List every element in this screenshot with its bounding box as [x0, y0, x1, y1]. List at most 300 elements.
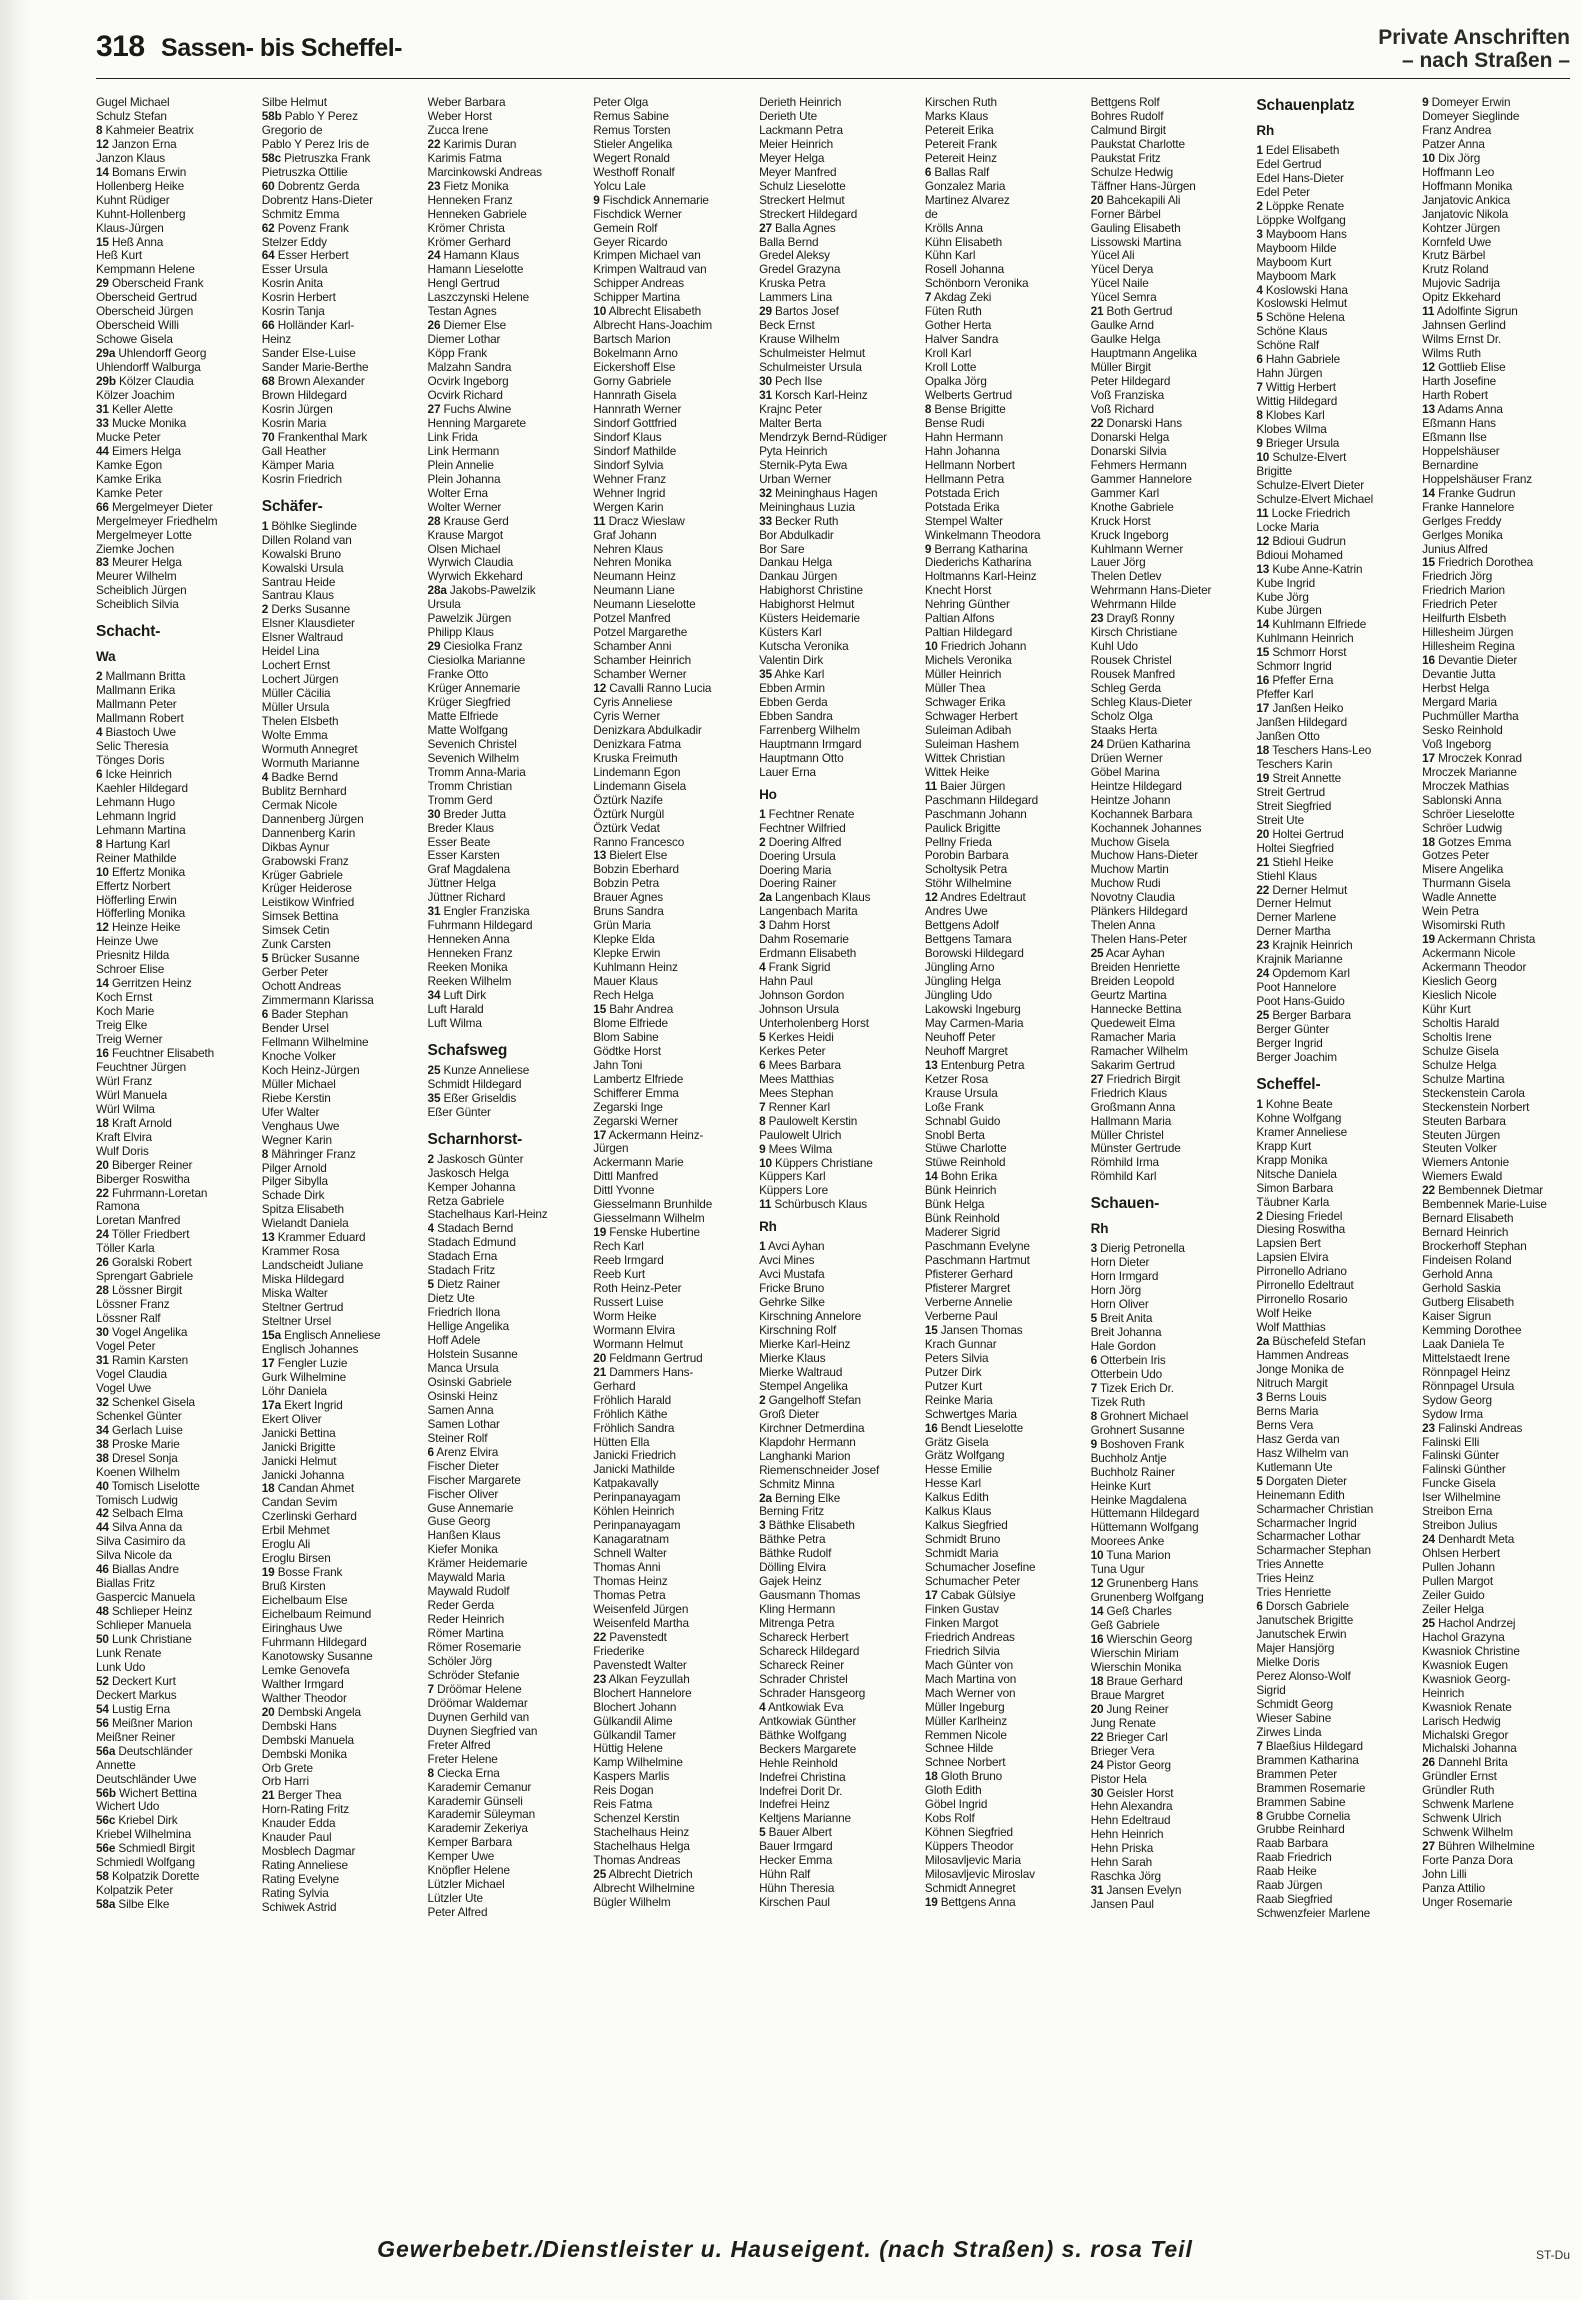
house-number: 20 [1256, 827, 1270, 841]
directory-entry: 15 Jansen Thomas [924, 1323, 1023, 1337]
directory-entry: Diemer Lothar [427, 333, 501, 347]
house-number: 58c [261, 151, 281, 165]
directory-entry: Gaulke Helga [1090, 333, 1161, 347]
directory-entry: Stelzer Eddy [261, 235, 327, 249]
house-number: 22 [1090, 416, 1104, 430]
house-number: 16 [1090, 1633, 1104, 1647]
house-number: 66 [96, 500, 109, 514]
house-number: 56 [96, 1716, 109, 1730]
directory-entry: Schöne Ralf [1256, 339, 1319, 353]
directory-entry: 4 Stadach Bernd [427, 1222, 514, 1236]
directory-entry: Kerkes Peter [759, 1044, 826, 1058]
directory-entry: Ebben Sandra [759, 709, 833, 723]
directory-entry: Kuhnt Rüdiger [96, 193, 170, 207]
directory-entry: 68 Brown Alexander [261, 375, 365, 389]
directory-entry: Tuna Ugur [1090, 1563, 1145, 1577]
house-number: 10 [759, 1156, 772, 1170]
page-header [96, 26, 1570, 79]
directory-entry: 5 Dorgaten Dieter [1256, 1474, 1347, 1488]
directory-entry: 35 Ahke Karl [759, 668, 825, 682]
directory-entry: Öztürk Nazife [593, 793, 663, 807]
house-number: 15 [924, 1323, 938, 1337]
directory-entry: Reeb Irmgard [593, 1254, 664, 1268]
directory-entry: 24 Denhardt Meta [1422, 1533, 1515, 1547]
directory-entry: Plein Annelie [427, 458, 494, 472]
directory-entry: Lössner Ralf [96, 1312, 161, 1326]
directory-entry: Cyris Anneliese [593, 695, 673, 709]
directory-entry: Porobin Barbara [924, 849, 1009, 863]
house-number: 2 [1256, 199, 1263, 213]
directory-entry: Dankau Jürgen [759, 570, 838, 584]
directory-entry: Sydow Irma [1422, 1407, 1483, 1421]
directory-entry: Schnabl Guido [924, 1114, 1001, 1128]
directory-entry: Stempel Angelika [759, 1379, 848, 1393]
directory-entry: Schumacher Josefine [924, 1561, 1036, 1575]
house-number: 2 [759, 1393, 766, 1407]
directory-entry: Gloth Edith [924, 1784, 982, 1798]
directory-entry: de [924, 207, 938, 221]
directory-entry: Gorny Gabriele [593, 375, 672, 389]
directory-entry: Kosrin Maria [261, 416, 327, 430]
directory-entry: Krajnc Peter [759, 402, 823, 416]
directory-entry: Janutschek Erwin [1256, 1628, 1347, 1642]
directory-entry: 25 Berger Barbara [1256, 1009, 1351, 1023]
directory-entry: Iser Wilhelmine [1422, 1491, 1501, 1505]
directory-entry: Franke Otto [427, 668, 489, 682]
directory-entry: Neumann Lieselotte [593, 598, 696, 612]
directory-entry: Landscheidt Juliane [261, 1259, 364, 1273]
directory-entry: Lochert Ernst [261, 659, 330, 673]
directory-entry: Geyer Ricardo [593, 235, 668, 249]
directory-entry: Koch Heinz-Jürgen [261, 1063, 360, 1077]
directory-entry: Unterholenberg Horst [759, 1017, 869, 1030]
directory-entry: Miska Walter [261, 1287, 328, 1301]
directory-entry: Sablonski Anna [1422, 793, 1502, 807]
directory-entry: Henneken Franz [427, 947, 513, 961]
directory-entry: Erdmann Elisabeth [759, 947, 857, 961]
directory-entry: Blochert Hannelore [593, 1686, 692, 1700]
directory-entry: Bünk Heinrich [924, 1184, 997, 1198]
directory-entry: Gauling Elisabeth [1090, 221, 1181, 235]
directory-entry: Deutschländer Uwe [96, 1772, 197, 1786]
directory-entry: Wehrmann Hilde [1090, 598, 1177, 612]
directory-entry: Holtmanns Karl-Heinz [924, 570, 1037, 584]
house-number: 2a [1256, 1335, 1270, 1349]
directory-entry: Gredel Grazyna [759, 263, 841, 277]
house-number: 19 [261, 1566, 275, 1580]
house-number: 23 [1090, 612, 1104, 626]
directory-entry: Paltian Hildegard [924, 626, 1013, 640]
directory-entry: Wolf Matthias [1256, 1321, 1326, 1335]
directory-entry: 10 Albrecht Elisabeth [593, 305, 701, 319]
directory-entry: Schenzel Kerstin [593, 1812, 680, 1826]
directory-entry: Marks Klaus [924, 109, 989, 123]
directory-entry: Remus Torsten [593, 123, 671, 137]
directory-entry: Küppers Karl [759, 1170, 826, 1184]
directory-entry: Tries Heinz [1256, 1572, 1314, 1586]
directory-entry: Gerlges Monika [1422, 528, 1503, 542]
directory-entry: Voß Ingeborg [1422, 737, 1492, 751]
directory-entry: Knöpfler Helene [427, 1864, 510, 1878]
directory-entry: Mergelmeyer Friedhelm [96, 514, 218, 528]
directory-entry: Müller Ingeburg [924, 1700, 1005, 1714]
directory-entry: 2a Langenbach Klaus [759, 891, 871, 905]
directory-entry: Wyrwich Claudia [427, 556, 514, 570]
directory-entry: Zeiler Guido [1422, 1588, 1485, 1602]
directory-entry: 2 Gangelhoff Stefan [759, 1393, 861, 1407]
directory-entry: Petereit Frank [924, 137, 997, 151]
section-title-line1: Private Anschriften [1378, 26, 1570, 49]
directory-entry: Wolter Erna [427, 486, 488, 500]
directory-entry: Wittek Heike [924, 765, 990, 779]
directory-entry: 21 Berger Thea [261, 1789, 342, 1803]
directory-entry: Bügler Wilhelm [593, 1895, 671, 1909]
house-number: 44 [96, 444, 109, 458]
directory-entry: 2 Jaskosch Günter [427, 1152, 524, 1166]
house-number: 3 [1256, 227, 1263, 241]
house-number: 4 [759, 1700, 766, 1714]
directory-entry: Kraft Elvira [96, 1130, 152, 1144]
directory-entry: 18 Gotzes Emma [1422, 835, 1512, 849]
directory-entry: Karademir Zekeriya [427, 1822, 528, 1836]
directory-entry: Bdioui Mohamed [1256, 548, 1343, 562]
directory-entry: Schareck Hildegard [759, 1644, 860, 1658]
directory-entry: 13 Adams Anna [1422, 402, 1503, 416]
directory-entry: Kochannek Johannes [1090, 821, 1202, 835]
directory-entry: Rating Anneliese [261, 1859, 348, 1873]
directory-entry: Habighorst Helmut [759, 598, 855, 612]
directory-entry: Wadle Annette [1422, 891, 1497, 905]
directory-entry: Füten Ruth [924, 305, 982, 319]
directory-entry: Plein Johanna [427, 472, 501, 486]
directory-entry: Thomas Anni [593, 1561, 661, 1575]
directory-entry: 34 Gerlach Luise [96, 1423, 183, 1437]
directory-entry: 2 Mallmann Britta [96, 670, 186, 684]
house-number: 10 [1422, 151, 1435, 165]
directory-entry: Hammen Andreas [1256, 1349, 1349, 1363]
directory-entry: Wolf Heike [1256, 1307, 1312, 1321]
directory-entry: Langhanki Marion [759, 1449, 851, 1463]
directory-entry: Hale Gordon [1090, 1340, 1156, 1354]
house-number: 24 [1256, 967, 1270, 981]
directory-entry: Harth Robert [1422, 389, 1488, 403]
directory-entry: Würl Wilma [96, 1102, 155, 1116]
directory-entry: 19 Bosse Frank [261, 1566, 343, 1580]
directory-entry: Gülkandil Alime [593, 1714, 673, 1728]
directory-entry: Steckenstein Carola [1422, 1086, 1525, 1100]
directory-entry: Wittig Hildegard [1256, 395, 1338, 409]
directory-entry: Küppers Lore [759, 1184, 829, 1198]
directory-entry: Hoffmann Leo [1422, 165, 1495, 179]
directory-entry: Doering Ursula [759, 849, 836, 863]
directory-entry: Biberger Roswitha [96, 1172, 190, 1186]
directory-entry: Gaspercic Manuela [96, 1591, 196, 1605]
directory-entry: Czerlinski Gerhard [261, 1510, 357, 1524]
directory-entry: Dillen Roland van [261, 533, 352, 547]
directory-entry: Oberscheid Gertrud [96, 291, 197, 305]
directory-entry: Sesko Reinhold [1422, 723, 1503, 737]
directory-entry: Karademir Cemanur [427, 1780, 532, 1794]
directory-entry: 12 Bdioui Gudrun [1256, 534, 1346, 548]
directory-entry: Derieth Heinrich [759, 96, 842, 109]
directory-entry: Zegarski Inge [593, 1100, 663, 1114]
directory-entry: Pavenstedt Walter [593, 1658, 687, 1672]
house-number: 23 [593, 1672, 607, 1686]
directory-entry: Mayboom Mark [1256, 269, 1336, 283]
directory-entry: Perez Alonso-Wolf [1256, 1669, 1351, 1683]
directory-entry: Pietruszka Ottilie [261, 165, 348, 179]
directory-entry: 2 Derks Susanne [261, 603, 351, 617]
directory-entry: Streckert Helmut [759, 193, 845, 207]
house-number: 30 [427, 807, 441, 821]
directory-entry: Kanagaratnam [593, 1533, 669, 1547]
directory-entry: Dittl Manfred [593, 1170, 659, 1184]
directory-entry: Krölls Anna [924, 221, 983, 235]
directory-entry: 8 Hartung Karl [96, 837, 170, 851]
directory-entry: 25 Kunze Anneliese [427, 1063, 530, 1077]
directory-entry: Dannenberg Karin [261, 826, 356, 840]
directory-entry: Cyris Werner [593, 709, 661, 723]
directory-entry: Wormann Elvira [593, 1323, 675, 1337]
house-number: 12 [96, 921, 109, 935]
directory-entry: Lambertz Elfriede [593, 1072, 684, 1086]
directory-entry: Mach Martina von [924, 1672, 1017, 1686]
directory-entry: 10 Friedrich Johann [924, 640, 1027, 654]
directory-entry: 2a Berning Elke [759, 1491, 841, 1505]
directory-entry: Hehn Sarah [1090, 1856, 1153, 1870]
directory-entry: Bokelmann Arno [593, 347, 678, 361]
house-number: 14 [1090, 1605, 1104, 1619]
directory-entry: Kube Ingrid [1256, 576, 1316, 590]
directory-entry: Osinski Heinz [427, 1389, 498, 1403]
directory-entry: Pyta Heinrich [759, 444, 828, 458]
directory-entry: Manca Ursula [427, 1361, 499, 1375]
directory-entry: Horn Oliver [1090, 1298, 1149, 1312]
directory-entry: Schifferer Emma [593, 1086, 679, 1100]
directory-entry: 32 Schenkel Gisela [96, 1395, 195, 1409]
directory-entry: Lössner Franz [96, 1298, 170, 1312]
directory-entry: 22 Fuhrmann-Loretan [96, 1186, 208, 1200]
directory-entry: Streit Ute [1256, 813, 1305, 827]
directory-entry: Venghaus Uwe [261, 1119, 340, 1133]
directory-entry: Schulze-Elvert Dieter [1256, 478, 1365, 492]
house-number: 11 [924, 779, 937, 793]
directory-entry: Muchow Martin [1090, 863, 1169, 877]
directory-entry: Schrader Hansgeorg [759, 1686, 866, 1700]
house-number: 19 [1422, 933, 1435, 947]
house-number: 22 [1422, 1184, 1435, 1198]
directory-entry: Schulze Helga [1422, 1058, 1497, 1072]
directory-entry: Walther Irmgard [261, 1677, 344, 1691]
house-number: 15 [1422, 556, 1435, 570]
directory-entry: Buchholz Rainer [1090, 1465, 1175, 1479]
directory-entry: Kalkus Siegfried [924, 1519, 1008, 1533]
directory-entry: Weber Horst [427, 109, 492, 123]
house-number: 13 [1256, 562, 1270, 576]
directory-entry: Horn Irmgard [1090, 1270, 1159, 1284]
directory-entry: 16 Wierschin Georg [1090, 1633, 1193, 1647]
directory-entry: Janßen Otto [1256, 730, 1320, 744]
directory-entry: Graf Johann [593, 528, 657, 542]
house-number: 19 [593, 1226, 607, 1240]
directory-entry: Spitza Elisabeth [261, 1203, 344, 1217]
directory-entry: Vogel Uwe [96, 1381, 152, 1395]
directory-entry: Wormann Helmut [593, 1337, 683, 1351]
directory-entry: Scholtis Harald [1422, 1016, 1500, 1030]
directory-entry: Löppke Wolfgang [1256, 213, 1346, 227]
directory-entry: 29 Oberscheid Frank [96, 277, 204, 291]
directory-entry: Müller Cäcilia [261, 687, 331, 701]
directory-entry: Knauder Edda [261, 1817, 336, 1831]
street-heading: Schauenplatz [1256, 97, 1355, 114]
directory-entry: Wehner Ingrid [593, 486, 666, 500]
directory-entry: Krutz Roland [1422, 263, 1489, 277]
directory-entry: Jüngling Helga [924, 975, 1001, 989]
directory-entry: Heinemann Edith [1256, 1488, 1345, 1502]
directory-entry: 83 Meurer Helga [96, 556, 182, 570]
directory-entry: 25 Acar Ayhan [1090, 947, 1165, 961]
house-number: 70 [261, 430, 275, 444]
directory-entry: 21 Stiehl Heike [1256, 855, 1334, 869]
directory-entry: 19 Fenske Hubertine [593, 1226, 700, 1240]
directory-entry: Ackermann Nicole [1422, 947, 1516, 961]
house-number: 30 [1090, 1786, 1104, 1800]
directory-entry: 6 Dorsch Gabriele [1256, 1600, 1349, 1614]
directory-entry: Schulze Hedwig [1090, 165, 1174, 179]
directory-entry: 17a Ekert Ingrid [261, 1398, 343, 1412]
directory-entry: Hahn Hermann [924, 430, 1004, 444]
house-number: 21 [593, 1365, 607, 1379]
directory-entry: Wierschin Miriam [1090, 1646, 1179, 1660]
directory-entry: Kwasniok Eugen [1422, 1658, 1508, 1672]
directory-entry: Schmiedl Wolfgang [96, 1856, 195, 1870]
directory-entry: Kornfeld Uwe [1422, 235, 1492, 249]
directory-entry: Annette [96, 1758, 136, 1772]
directory-entry: Schleg Klaus-Dieter [1090, 695, 1192, 709]
house-number: 38 [96, 1437, 109, 1451]
directory-entry: 24 Töller Friedbert [96, 1228, 190, 1242]
directory-entry: Lindemann Egon [593, 765, 681, 779]
directory-entry: Kube Jürgen [1256, 604, 1322, 618]
directory-entry: 19 Streit Annette [1256, 771, 1342, 785]
directory-entry: Karimis Fatma [427, 151, 502, 165]
directory-entry: 70 Frankenthal Mark [261, 430, 368, 444]
directory-entry: Stachelhaus Karl-Heinz [427, 1208, 548, 1222]
directory-entry: Kobs Rolf [924, 1812, 975, 1826]
directory-entry: Fischdick Werner [593, 207, 682, 221]
house-number: 21 [1256, 855, 1270, 869]
directory-entry: 32 Meininghaus Hagen [759, 486, 878, 500]
directory-entry: Rousek Manfred [1090, 668, 1176, 682]
directory-entry: Hühn Theresia [759, 1882, 835, 1896]
directory-entry: Tries Annette [1256, 1558, 1324, 1572]
directory-entry: 8 Bense Brigitte [924, 402, 1006, 416]
directory-entry: Martinez Alvarez [924, 193, 1010, 207]
directory-entry: 18 Candan Ahmet [261, 1482, 354, 1496]
house-number: 15 [593, 1002, 607, 1016]
directory-entry: Köpp Frank [427, 347, 488, 361]
house-number: 18 [96, 1116, 109, 1130]
directory-entry: Rech Helga [593, 989, 654, 1002]
house-number: 6 [261, 1008, 269, 1022]
directory-entry: Teschers Karin [1256, 757, 1333, 771]
directory-entry: Köhnen Siegfried [924, 1826, 1013, 1840]
directory-entry: 30 Geisler Horst [1090, 1786, 1174, 1800]
directory-entry: Walther Theodor [261, 1691, 347, 1705]
directory-entry: Denizkara Fatma [593, 737, 681, 751]
directory-entry: 22 Karimis Duran [427, 137, 517, 151]
directory-entry: Mendrzyk Bernd-Rüdiger [759, 430, 887, 444]
directory-entry: Küppers Theodor [924, 1840, 1014, 1854]
directory-entry: 1 Böhlke Sieglinde [261, 519, 357, 533]
directory-entry: Poot Hannelore [1256, 981, 1337, 995]
directory-entry: 13 Bielert Else [593, 849, 668, 863]
directory-entry: Kaspers Marlis [593, 1770, 670, 1784]
house-number: 6 [427, 1445, 434, 1459]
directory-entry: Thomas Petra [593, 1588, 666, 1602]
directory-entry: Schnee Norbert [924, 1756, 1006, 1770]
directory-entry: 16 Bendt Lieselotte [924, 1421, 1023, 1435]
directory-entry: Schmidt Hildegard [427, 1077, 522, 1091]
directory-entry: 54 Lustig Erna [96, 1702, 170, 1716]
directory-entry: 23 Falinski Andreas [1422, 1421, 1523, 1435]
directory-entry: Wein Petra [1422, 905, 1479, 919]
house-number: 31 [759, 389, 772, 403]
directory-entry: Langenbach Marita [759, 905, 858, 919]
directory-entry: Dölling Elvira [759, 1561, 826, 1575]
directory-entry: Pirronello Edeltraut [1256, 1279, 1354, 1293]
directory-entry: Falinski Günter [1422, 1449, 1500, 1463]
house-number: 14 [924, 1170, 938, 1184]
directory-entry: Wolter Werner [427, 500, 502, 514]
directory-entry: Schipper Martina [593, 291, 681, 305]
house-number: 33 [759, 514, 772, 528]
house-number: 35 [759, 668, 772, 682]
directory-entry: Suleiman Adibah [924, 723, 1012, 737]
house-number: 8 [1256, 409, 1263, 423]
directory-entry: 16 Pfeffer Erna [1256, 674, 1334, 688]
house-number: 3 [759, 919, 766, 933]
directory-entry: Küsters Heidemarie [759, 612, 860, 626]
directory-entry: Putzer Dirk [924, 1365, 982, 1379]
street-heading: Schacht- [96, 623, 161, 641]
directory-entry: Klapdohr Hermann [759, 1435, 856, 1449]
directory-entry: Dembski Manuela [261, 1733, 354, 1747]
directory-entry: Streibon Erna [1422, 1505, 1493, 1519]
house-number: 23 [1256, 939, 1270, 953]
directory-entry: Hillesheim Regina [1422, 640, 1515, 654]
directory-entry: Klaus-Jürgen [96, 221, 164, 235]
directory-entry: Maywald Maria [427, 1571, 505, 1585]
directory-entry: Hehle Reinhold [759, 1756, 838, 1770]
directory-entry: Devantie Jutta [1422, 668, 1496, 682]
directory-entry: Unger Rosemarie [1422, 1895, 1513, 1909]
directory-entry: 33 Becker Ruth [759, 514, 839, 528]
directory-entry: 24 Opdemom Karl [1256, 967, 1350, 981]
directory-entry: Kühn Karl [924, 249, 976, 263]
directory-entry: Pawelzik Jürgen [427, 612, 512, 626]
directory-entry: Brigitte [1256, 464, 1292, 478]
directory-entry: Johnson Gordon [759, 989, 845, 1003]
directory-entry: Muchow Rudi [1090, 877, 1161, 891]
directory-entry: Weisenfeld Jürgen [593, 1602, 689, 1616]
directory-entry: Schulze Gisela [1422, 1044, 1499, 1058]
directory-entry: Sevenich Wilhelm [427, 751, 519, 765]
directory-entry: Meyer Helga [759, 151, 825, 165]
directory-entry: Gutberg Elisabeth [1422, 1295, 1515, 1309]
directory-entry: Potzel Manfred [593, 612, 671, 626]
directory-entry: 17 Mroczek Konrad [1422, 751, 1522, 765]
